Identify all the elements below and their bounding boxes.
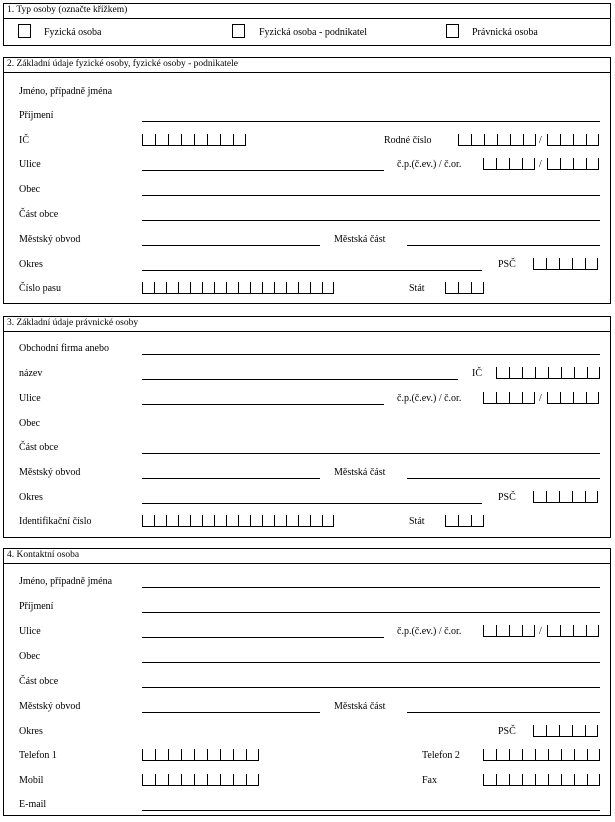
section-title: 3. Základní údaje právnické osoby <box>7 318 139 328</box>
label-fyzicka-osoba-podnikatel: Fyzická osoba - podnikatel <box>259 27 368 38</box>
rodne-cislo-field-1[interactable] <box>458 134 536 146</box>
label-mobil: Mobil <box>19 775 44 786</box>
fax-field[interactable] <box>483 774 600 786</box>
label-psc: PSČ <box>498 259 516 270</box>
label-stat: Stát <box>409 283 425 294</box>
label-obchodni-firma: Obchodní firma anebo <box>19 343 109 354</box>
label-jmeno: Jméno, případně jména <box>19 86 113 97</box>
label-mestsky-obvod: Městský obvod <box>19 234 81 245</box>
email-field[interactable] <box>142 810 600 811</box>
checkbox-fyzicka-osoba[interactable] <box>18 24 31 38</box>
label-ulice: Ulice <box>19 393 41 404</box>
psc-field[interactable] <box>533 258 598 270</box>
cor-field[interactable] <box>547 392 599 404</box>
checkbox-fyzicka-osoba-podnikatel[interactable] <box>232 24 245 38</box>
mestska-cast-field[interactable] <box>407 478 600 479</box>
nazev-field[interactable] <box>142 379 458 380</box>
telefon-1-field[interactable] <box>142 749 259 761</box>
label-mestska-cast: Městská část <box>334 234 386 245</box>
section-contact-person <box>3 548 611 816</box>
section-natural-person <box>3 57 611 304</box>
section-title: 1. Typ osoby (označte křížkem) <box>7 5 128 15</box>
cast-obce-field[interactable] <box>142 220 600 221</box>
mestsky-obvod-field[interactable] <box>142 712 320 713</box>
section-header <box>4 4 610 19</box>
label-cislo-pasu: Číslo pasu <box>19 283 61 294</box>
section-header <box>4 549 610 564</box>
obec-field[interactable] <box>142 195 600 196</box>
label-obec: Obec <box>19 418 41 429</box>
label-telefon-1: Telefon 1 <box>19 750 57 761</box>
label-rodne-cislo: Rodné číslo <box>384 135 432 146</box>
label-ulice: Ulice <box>19 626 41 637</box>
ulice-field[interactable] <box>142 404 384 405</box>
obec-field[interactable] <box>142 662 600 663</box>
slash: / <box>539 159 542 170</box>
prijmeni-field[interactable] <box>142 612 600 613</box>
rodne-cislo-field-2[interactable] <box>547 134 599 146</box>
label-okres: Okres <box>19 259 43 270</box>
label-obec: Obec <box>19 651 41 662</box>
label-email: E-mail <box>19 799 47 810</box>
telefon-2-field[interactable] <box>483 749 600 761</box>
cp-field[interactable] <box>483 158 535 170</box>
label-prijmeni: Příjmení <box>19 601 54 612</box>
label-cp: č.p.(č.ev.) / č.or. <box>397 626 462 637</box>
label-okres: Okres <box>19 492 43 503</box>
label-mestsky-obvod: Městský obvod <box>19 701 81 712</box>
okres-field[interactable] <box>142 503 482 504</box>
label-prijmeni: Příjmení <box>19 110 54 121</box>
label-cp: č.p.(č.ev.) / č.or. <box>397 159 462 170</box>
stat-field[interactable] <box>445 282 484 294</box>
slash: / <box>539 393 542 404</box>
label-psc: PSČ <box>498 492 516 503</box>
ic-field[interactable] <box>496 367 600 379</box>
label-mestska-cast: Městská část <box>334 701 386 712</box>
section-person-type <box>3 3 611 46</box>
mestsky-obvod-field[interactable] <box>142 478 320 479</box>
label-cast-obce: Část obce <box>19 676 59 687</box>
mestsky-obvod-field[interactable] <box>142 245 320 246</box>
label-identifikacni-cislo: Identifikační číslo <box>19 516 92 527</box>
label-fax: Fax <box>422 775 437 786</box>
label-ulice: Ulice <box>19 159 41 170</box>
slash: / <box>539 626 542 637</box>
label-ic: IČ <box>472 368 482 379</box>
section-title: 4. Kontaktní osoba <box>7 550 80 560</box>
ic-field[interactable] <box>142 134 246 146</box>
psc-field[interactable] <box>533 725 598 737</box>
okres-field[interactable] <box>142 270 482 271</box>
label-okres: Okres <box>19 726 43 737</box>
cp-field[interactable] <box>483 625 535 637</box>
mestska-cast-field[interactable] <box>407 712 600 713</box>
cor-field[interactable] <box>547 158 599 170</box>
identifikacni-cislo-field[interactable] <box>142 515 334 527</box>
ulice-field[interactable] <box>142 637 384 638</box>
slash: / <box>539 135 542 146</box>
label-obec: Obec <box>19 184 41 195</box>
jmeno-field[interactable] <box>142 587 600 588</box>
section-header <box>4 317 610 332</box>
label-cp: č.p.(č.ev.) / č.or. <box>397 393 462 404</box>
label-telefon-2: Telefon 2 <box>422 750 460 761</box>
stat-field[interactable] <box>445 515 484 527</box>
checkbox-pravnicka-osoba[interactable] <box>446 24 459 38</box>
cast-obce-field[interactable] <box>142 687 600 688</box>
prijmeni-field[interactable] <box>142 121 600 122</box>
mestska-cast-field[interactable] <box>407 245 600 246</box>
label-fyzicka-osoba: Fyzická osoba <box>44 27 102 38</box>
cislo-pasu-field[interactable] <box>142 282 334 294</box>
cor-field[interactable] <box>547 625 599 637</box>
label-cast-obce: Část obce <box>19 209 59 220</box>
label-jmeno: Jméno, případně jména <box>19 576 113 587</box>
label-stat: Stát <box>409 516 425 527</box>
label-pravnicka-osoba: Právnická osoba <box>472 27 538 38</box>
label-mestsky-obvod: Městský obvod <box>19 467 81 478</box>
section-legal-person <box>3 316 611 538</box>
label-psc: PSČ <box>498 726 516 737</box>
label-mestska-cast: Městská část <box>334 467 386 478</box>
cast-obce-field[interactable] <box>142 453 600 454</box>
label-cast-obce: Část obce <box>19 442 59 453</box>
ulice-field[interactable] <box>142 170 384 171</box>
mobil-field[interactable] <box>142 774 259 786</box>
cp-field[interactable] <box>483 392 535 404</box>
label-ic: IČ <box>19 135 29 146</box>
section-header <box>4 58 610 73</box>
label-nazev: název <box>19 368 43 379</box>
obchodni-firma-field[interactable] <box>142 354 600 355</box>
section-title: 2. Základní údaje fyzické osoby, fyzické osoby - podnikatele <box>7 59 239 69</box>
psc-field[interactable] <box>533 491 598 503</box>
